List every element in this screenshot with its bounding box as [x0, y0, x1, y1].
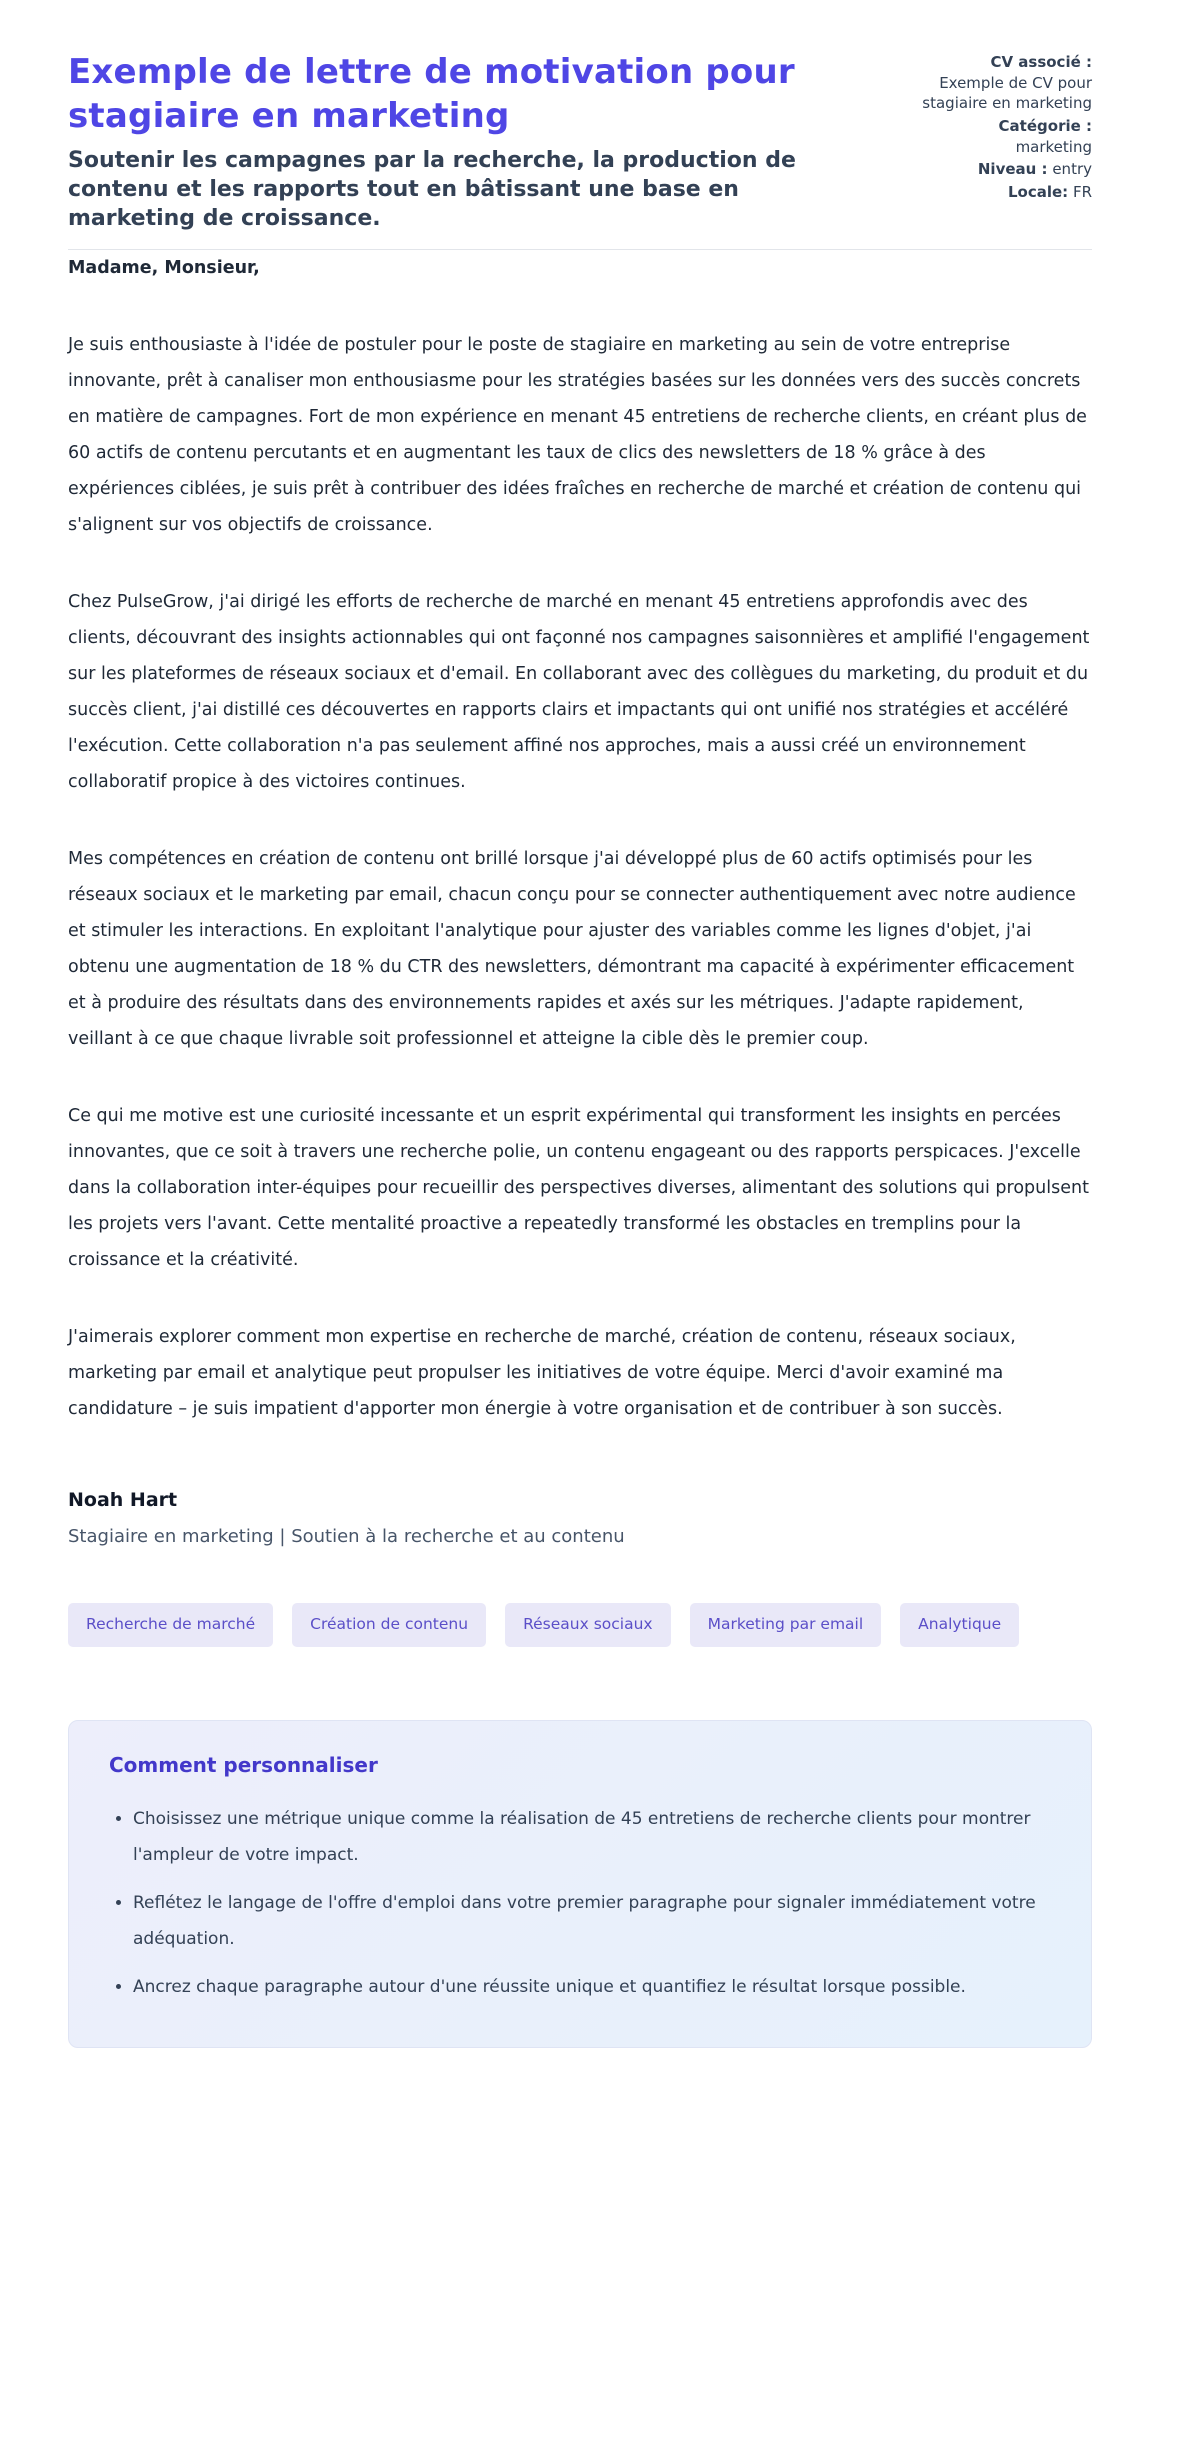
- tips-title: Comment personnaliser: [109, 1752, 378, 1777]
- meta-level-value: entry: [1052, 160, 1092, 179]
- skill-tag: Création de contenu: [292, 1603, 486, 1647]
- meta-level: [906, 159, 1092, 180]
- meta-locale: [906, 182, 1092, 203]
- letter-greeting: Madame, Monsieur,: [68, 258, 260, 279]
- tip-item: • Ancrez chaque paragraphe autour d'une réussite unique et quantifiez le résultat lorsque possible.: [133, 1969, 1051, 2005]
- meta-locale-value: FR: [1072, 183, 1092, 202]
- tips-list: [109, 1801, 1051, 2005]
- meta-cv-label: CV associé :: [990, 53, 1092, 71]
- page-container: [68, 0, 1092, 2048]
- letter-paragraph: Mes compétences en création de contenu ont brillé lorsque j'ai développé plus de 60 actifs optimisés pour les réseaux sociaux et le marketing par email, chacun conçu pour se connecter authentiquement avec notre audience et stimuler les interactions. En exploitant l'analytique pour ajuster des variables comme les lignes d'objet, j'ai obtenu une augmentation de 18 % du CTR des newsletters, démontrant ma capacité à expérimenter efficacement et à produire des résultats dans des environnements rapides et axés sur les métriques. J'adapte rapidement, veillant à ce que chaque livrable soit professionnel et atteigne la cible dès le premier coup.: [68, 849, 1076, 1050]
- signature-role: Stagiaire en marketing | Soutien à la recherche et au contenu: [68, 1526, 625, 1548]
- letter-paragraph: J'aimerais explorer comment mon expertise en recherche de marché, création de contenu, réseaux sociaux, marketing par email et analytique peut propulser les initiatives de votre équipe. Merci d'avoir examiné ma candidature – je suis impatient d'apporter mon énergie à votre organisation et de contribuer à son succès.: [68, 1327, 1016, 1420]
- tips-box: [68, 1720, 1092, 2048]
- letter-paragraph: Chez PulseGrow, j'ai dirigé les efforts de recherche de marché en menant 45 entretiens approfondis avec des clients, découvrant des insights actionnables qui ont façonné nos campagnes saisonnières et amplifié l'engagement sur les plateformes de réseaux sociaux et d'email. En collaborant avec des collègues du marketing, du produit et du succès client, j'ai distillé ces découvertes en rapports clairs et impactants qui ont unifié nos stratégies et accéléré l'exécution. Cette collaboration n'a pas seulement affiné nos approches, mais a aussi créé un environnement collaboratif propice à des victoires continues.: [68, 592, 1090, 793]
- skill-tags: [68, 1603, 1092, 1647]
- meta-level-label: Niveau :: [977, 160, 1048, 179]
- letter-paragraph: Je suis enthousiaste à l'idée de postuler pour le poste de stagiaire en marketing au sein de votre entreprise innovante, prêt à canaliser mon enthousiasme pour les stratégies basées sur les données vers des succès concrets en matière de campagnes. Fort de mon expérience en menant 45 entretiens de recherche clients, en créant plus de 60 actifs de contenu percutants et en augmentant les taux de clics des newsletters de 18 % grâce à des expériences ciblées, je suis prêt à contribuer des idées fraîches en recherche de marché et création de contenu qui s'alignent sur vos objectifs de croissance.: [68, 335, 1087, 536]
- tip-item: • Reflétez le langage de l'offre d'emploi dans votre premier paragraphe pour signaler immédiatement votre adéquation.: [133, 1885, 1051, 1957]
- tip-item: • Choisissez une métrique unique comme la réalisation de 45 entretiens de recherche clients pour montrer l'ampleur de votre impact.: [133, 1801, 1051, 1873]
- letter-body: [68, 250, 1092, 1427]
- signature-name: Noah Hart: [68, 1489, 178, 1512]
- skill-tag: Recherche de marché: [68, 1603, 273, 1647]
- meta-locale-label: Locale:: [1007, 183, 1069, 202]
- header-meta: [906, 50, 1092, 205]
- meta-cv: [906, 52, 1092, 114]
- page-header: [68, 50, 1092, 233]
- meta-category-value: marketing: [1015, 137, 1092, 156]
- signature-block: [68, 1489, 1092, 1547]
- meta-category-label: Catégorie :: [998, 117, 1092, 136]
- meta-category: [906, 116, 1092, 157]
- header-title-block: [68, 50, 868, 233]
- page-title: Exemple de lettre de motivation pour stagiaire en marketing: [68, 52, 795, 137]
- skill-tag: Réseaux sociaux: [505, 1603, 671, 1647]
- skill-tag: Marketing par email: [690, 1603, 882, 1647]
- page-subtitle: Soutenir les campagnes par la recherche, la production de contenu et les rapports tout en bâtissant une base en marketing de croissance.: [68, 148, 796, 232]
- meta-cv-value: Exemple de CV pour stagiaire en marketing: [922, 73, 1092, 113]
- skill-tag: Analytique: [900, 1603, 1019, 1647]
- letter-paragraph: Ce qui me motive est une curiosité incessante et un esprit expérimental qui transforment les insights en percées innovantes, que ce soit à travers une recherche polie, un contenu engageant ou des rapports perspicaces. J'excelle dans la collaboration inter-équipes pour recueillir des perspectives diverses, alimentant des solutions qui propulsent les projets vers l'avant. Cette mentalité proactive a repeatedly transformé les obstacles en tremplins pour la croissance et la créativité.: [68, 1106, 1089, 1271]
